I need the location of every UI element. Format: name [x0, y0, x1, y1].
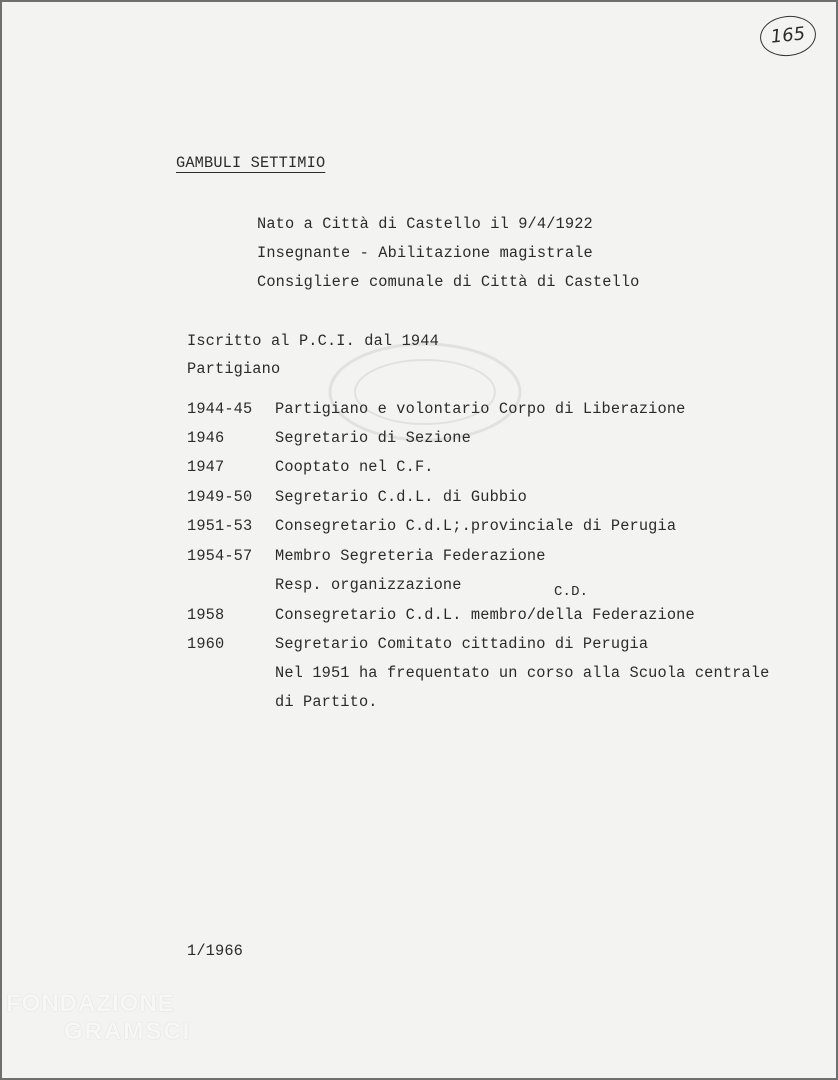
- career-description: Segretario Comitato cittadino di Perugia: [275, 635, 649, 653]
- archive-watermark: [6, 990, 191, 1046]
- career-description: Cooptato nel C.F.: [275, 458, 434, 476]
- career-description: Resp. organizzazione: [275, 576, 462, 594]
- document-page: [2, 2, 836, 1078]
- membership-line: Iscritto al P.C.I. dal 1944: [187, 332, 439, 350]
- watermark-line-2: GRAMSCI: [64, 1018, 192, 1045]
- handwritten-insertion-note: C.D.: [554, 584, 589, 600]
- page-number-stamp: 165: [758, 13, 818, 59]
- career-year: 1946: [187, 429, 225, 447]
- career-description: Partigiano e volontario Corpo di Liberazione: [275, 400, 686, 418]
- career-description: Nel 1951 ha frequentato un corso alla Scuola centrale: [275, 664, 770, 682]
- career-year: 1960: [187, 635, 225, 653]
- career-description: Segretario di Sezione: [275, 429, 471, 447]
- career-description: Membro Segreteria Federazione: [275, 547, 546, 565]
- person-name-title: GAMBULI SETTIMIO: [176, 154, 326, 172]
- career-description: di Partito.: [275, 693, 378, 711]
- career-year: 1954-57: [187, 547, 253, 565]
- council-info: Consigliere comunale di Città di Castello: [257, 273, 640, 291]
- career-year: 1944-45: [187, 400, 253, 418]
- document-date: 1/1966: [187, 942, 243, 960]
- career-year: 1949-50: [187, 488, 253, 506]
- career-description: Consegretario C.d.L. membro/della Federazione: [275, 606, 695, 624]
- career-year: 1958: [187, 606, 225, 624]
- profession-info: Insegnante - Abilitazione magistrale: [257, 244, 593, 262]
- career-year: 1951-53: [187, 517, 253, 535]
- career-description: Segretario C.d.L. di Gubbio: [275, 488, 527, 506]
- career-description: Consegretario C.d.L;.provinciale di Perugia: [275, 517, 677, 535]
- watermark-line-1: FONDAZIONE: [6, 990, 175, 1017]
- career-year: 1947: [187, 458, 225, 476]
- role-line: Partigiano: [187, 360, 281, 378]
- birth-info: Nato a Città di Castello il 9/4/1922: [257, 215, 593, 233]
